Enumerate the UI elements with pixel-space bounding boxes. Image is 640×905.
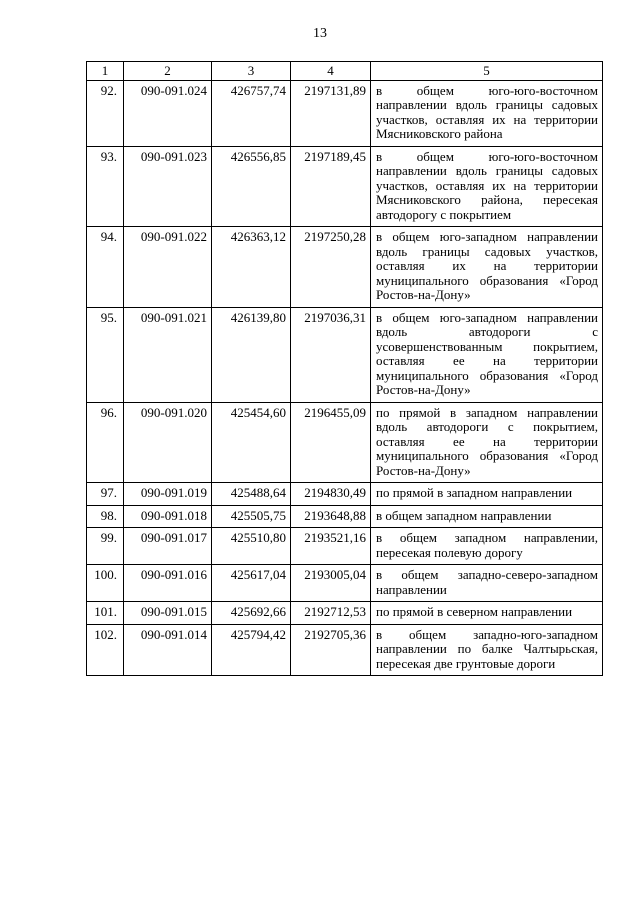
x-coordinate-cell: 425505,75 bbox=[212, 505, 291, 528]
header-cell-2: 2 bbox=[124, 62, 212, 81]
table-row bbox=[87, 402, 603, 483]
description-cell bbox=[371, 227, 603, 308]
x-coordinate-cell: 426757,74 bbox=[212, 80, 291, 146]
description-cell bbox=[371, 528, 603, 565]
x-coordinate-cell: 426556,85 bbox=[212, 146, 291, 227]
x-coordinate-cell: 425454,60 bbox=[212, 402, 291, 483]
y-coordinate-cell: 2193521,16 bbox=[291, 528, 371, 565]
x-coordinate-cell: 425617,04 bbox=[212, 565, 291, 602]
row-number-cell: 102. bbox=[87, 624, 124, 676]
point-id-cell: 090-091.020 bbox=[124, 402, 212, 483]
point-id-cell: 090-091.021 bbox=[124, 307, 212, 402]
point-id-cell: 090-091.014 bbox=[124, 624, 212, 676]
header-cell-1: 1 bbox=[87, 62, 124, 81]
table-row bbox=[87, 528, 603, 565]
y-coordinate-cell: 2197250,28 bbox=[291, 227, 371, 308]
table-row bbox=[87, 483, 603, 506]
page-number: 13 bbox=[313, 26, 327, 41]
row-number-cell: 101. bbox=[87, 602, 124, 625]
table-row bbox=[87, 227, 603, 308]
description-cell bbox=[371, 80, 603, 146]
row-number-cell: 98. bbox=[87, 505, 124, 528]
header-cell-5: 5 bbox=[371, 62, 603, 81]
table-row bbox=[87, 565, 603, 602]
description-text: в общем юго-западном направлении вдоль границы садовых участков, оставляя их на территории муниципального образования «Город Ростов-на-Дону» bbox=[376, 229, 598, 302]
description-cell bbox=[371, 602, 603, 625]
row-number-cell: 97. bbox=[87, 483, 124, 506]
description-text: в общем юго-юго-восточном направлении вдоль границы садовых участков, оставляя их на территории Мясниковского района, пересекая автодорогу с покрытием bbox=[376, 148, 598, 222]
description-cell bbox=[371, 307, 603, 402]
description-text: в общем западно-северо-западном направлении bbox=[376, 567, 598, 597]
point-id-cell: 090-091.023 bbox=[124, 146, 212, 227]
point-id-cell: 090-091.016 bbox=[124, 565, 212, 602]
row-number-cell: 94. bbox=[87, 227, 124, 308]
y-coordinate-cell: 2192712,53 bbox=[291, 602, 371, 625]
description-text: в общем юго-западном направлении вдоль автодороги с усовершенствованным покрытием, оставляя ее на территории муниципального образования «Город Ростов-на-Дону» bbox=[376, 309, 598, 397]
y-coordinate-cell: 2194830,49 bbox=[291, 483, 371, 506]
description-cell bbox=[371, 624, 603, 676]
description-cell bbox=[371, 146, 603, 227]
row-number-cell: 92. bbox=[87, 80, 124, 146]
header-cell-4: 4 bbox=[291, 62, 371, 81]
table-header-row bbox=[87, 62, 603, 81]
table-row bbox=[87, 146, 603, 227]
table-row bbox=[87, 505, 603, 528]
boundary-table bbox=[86, 61, 603, 676]
row-number-cell: 93. bbox=[87, 146, 124, 227]
point-id-cell: 090-091.015 bbox=[124, 602, 212, 625]
table-row bbox=[87, 624, 603, 676]
y-coordinate-cell: 2193648,88 bbox=[291, 505, 371, 528]
description-text: по прямой в западном направлении вдоль автодороги с покрытием, оставляя ее на территории муниципального образования «Город Ростов-на-Дону» bbox=[376, 404, 598, 478]
x-coordinate-cell: 425488,64 bbox=[212, 483, 291, 506]
description-text: по прямой в западном направлении bbox=[376, 485, 573, 500]
y-coordinate-cell: 2197189,45 bbox=[291, 146, 371, 227]
x-coordinate-cell: 425794,42 bbox=[212, 624, 291, 676]
point-id-cell: 090-091.022 bbox=[124, 227, 212, 308]
y-coordinate-cell: 2192705,36 bbox=[291, 624, 371, 676]
row-number-cell: 100. bbox=[87, 565, 124, 602]
description-cell bbox=[371, 402, 603, 483]
description-text: по прямой в северном направлении bbox=[376, 604, 573, 619]
header-cell-3: 3 bbox=[212, 62, 291, 81]
table-row bbox=[87, 307, 603, 402]
point-id-cell: 090-091.019 bbox=[124, 483, 212, 506]
y-coordinate-cell: 2197036,31 bbox=[291, 307, 371, 402]
description-cell bbox=[371, 483, 603, 506]
point-id-cell: 090-091.017 bbox=[124, 528, 212, 565]
row-number-cell: 96. bbox=[87, 402, 124, 483]
description-text: в общем западном направлении, пересекая полевую дорогу bbox=[376, 530, 598, 560]
description-cell bbox=[371, 565, 603, 602]
point-id-cell: 090-091.024 bbox=[124, 80, 212, 146]
x-coordinate-cell: 426139,80 bbox=[212, 307, 291, 402]
y-coordinate-cell: 2196455,09 bbox=[291, 402, 371, 483]
description-text: в общем западно-юго-западном направлении по балке Чалтырьская, пересекая две грунтовые дороги bbox=[376, 626, 598, 671]
point-id-cell: 090-091.018 bbox=[124, 505, 212, 528]
table-row bbox=[87, 602, 603, 625]
description-text: в общем западном направлении bbox=[376, 507, 552, 523]
row-number-cell: 99. bbox=[87, 528, 124, 565]
row-number-cell: 95. bbox=[87, 307, 124, 402]
x-coordinate-cell: 425510,80 bbox=[212, 528, 291, 565]
table-row bbox=[87, 80, 603, 146]
description-text: в общем юго-юго-восточном направлении вдоль границы садовых участков, оставляя их на территории Мясниковского района bbox=[376, 82, 598, 141]
y-coordinate-cell: 2197131,89 bbox=[291, 80, 371, 146]
y-coordinate-cell: 2193005,04 bbox=[291, 565, 371, 602]
description-cell bbox=[371, 505, 603, 528]
x-coordinate-cell: 425692,66 bbox=[212, 602, 291, 625]
x-coordinate-cell: 426363,12 bbox=[212, 227, 291, 308]
